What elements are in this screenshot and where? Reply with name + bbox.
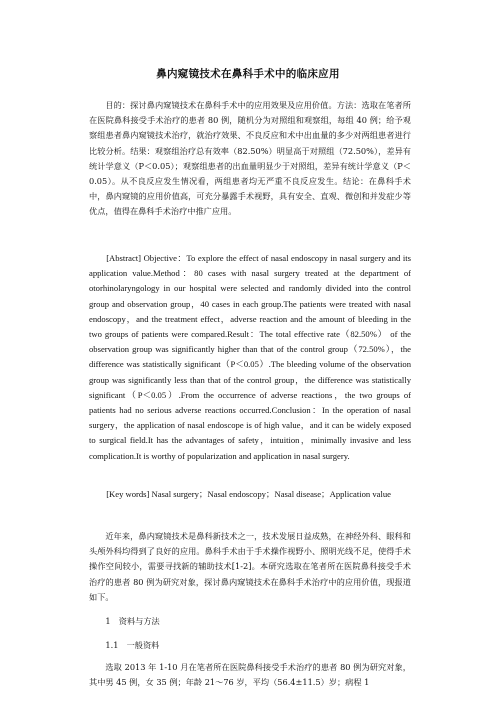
subsection-heading-general-data: 1.1 一般资料 (105, 640, 160, 650)
introduction-paragraph: 近年来，鼻内窥镜技术是鼻科新技术之一，技术发展日益成熟，在神经外科、眼科和头颅外科均得到了良好的应用。鼻科手术由于手术操作视野小、照明光线不足，使得手术操作空间较小，需要寻找新的辅助技术[1-2]。本研究选取在笔者所在医院鼻科接受手术治疗的患者 80 例为研究对象，探讨鼻内窥镜技术在鼻科手术治疗中的应用价值，现报道如下。 (89, 531, 411, 602)
section-heading-materials-methods: 1 资料与方法 (105, 616, 160, 626)
keywords-english: [Key words] Nasal surgery；Nasal endoscopy；Nasal disease；Application value (106, 489, 391, 499)
body-paragraph-general-data: 选取 2013 年 1-10 月在笔者所在医院鼻科接受手术治疗的患者 80 例为研究对象，其中男 45 例，女 35 例；年龄 21～76 岁，平均（56.4±11.5）岁；病程 1 (89, 662, 411, 688)
paper-title: 鼻内窥镜技术在鼻科手术中的临床应用 (156, 68, 340, 80)
abstract-chinese: 目的：探讨鼻内窥镜技术在鼻科手术中的应用效果及应用价值。方法：选取在笔者所在医院鼻科接受手术治疗的患者 80 例，随机分为对照组和观察组，每组 40 例；给予观察组患者鼻内窥镜技术治疗，就治疗效果、不良反应和术中出血量的多少对两组患者进行比较分析。结果：观察组治疗总有效率（82.50%）明显高于对照组（72.50%），差异有统计学意义（P＜0.05）；观察组患者的出血量明显少于对照组，差异有统计学意义（P＜0.05）。从不良反应发生情况看，两组患者均无严重不良反应发生。结论：在鼻科手术中，鼻内窥镜的应用价值高，可充分暴露手术视野，具有安全、直观、微创和并发症少等优点，值得在鼻科手术治疗中推广应用。 (89, 100, 411, 217)
abstract-english: [Abstract] Objective：To explore the effect of nasal endoscopy in nasal surgery and its application value.Method：80 cases with nasal surgery treated at the department of otorhinolaryngology in our hospital were selected and randomly divided into the control group and observation group，40 cases in each group.The patients were treated with nasal endoscopy，and the treatment effect，adverse reaction and the amount of bleeding in the two groups of patients were compared.Result：The total effective rate（82.50%） of the observation group was significantly higher than that of the control group（72.50%），the difference was statistically significant（P＜0.05）.The bleeding volume of the observation group was significantly less than that of the control group，the difference was statistically significant（P＜0.05）.From the occurrence of adverse reactions，the two groups of patients had no serious adverse reactions occurred.Conclusion：In the operation of nasal surgery，the application of nasal endoscope is of high value，and it can be widely exposed to surgical field.It has the advantages of safety，intuition，minimally invasive and less complication.It is worthy of popularization and application in nasal surgery. (89, 253, 411, 461)
